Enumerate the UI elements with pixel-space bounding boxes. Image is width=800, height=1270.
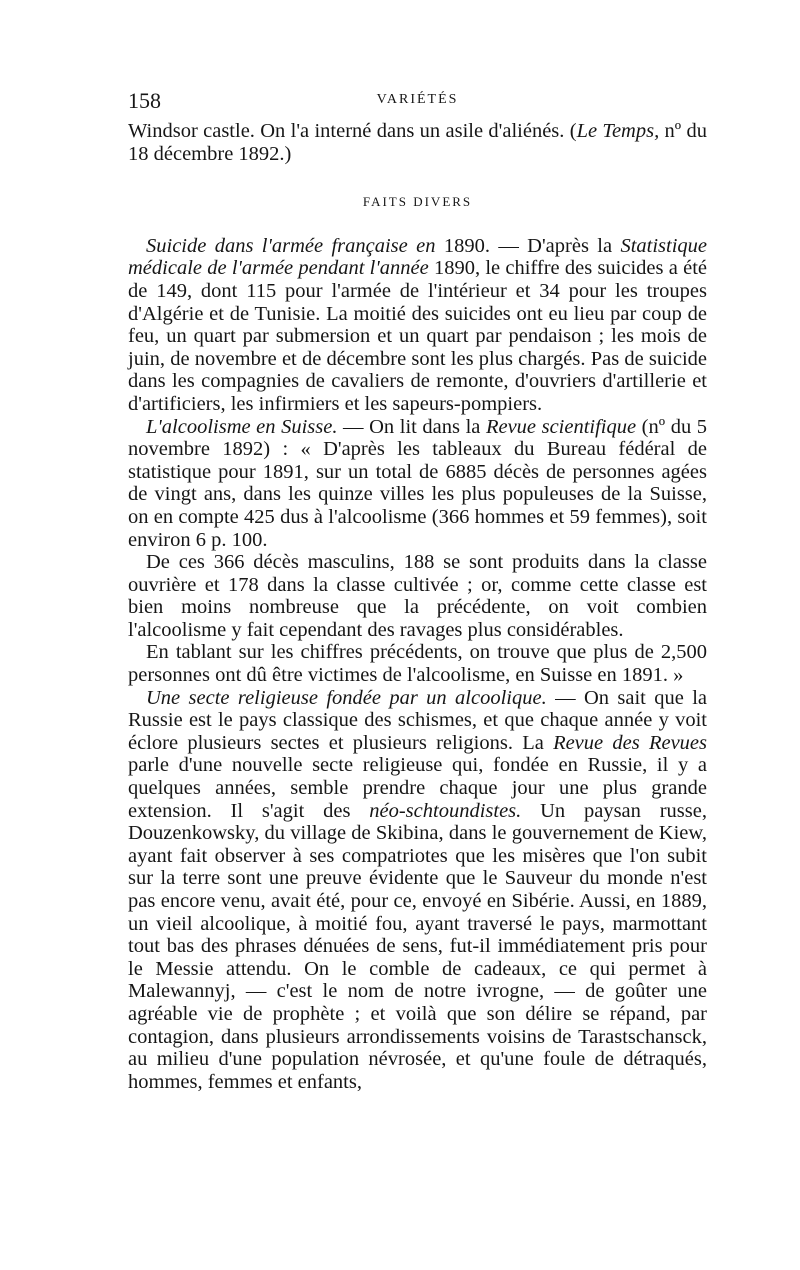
alcoolisme-paragraph: [128, 416, 707, 552]
suicide-source: Statistique médicale de l'armée pendant l'année: [128, 234, 707, 280]
alcoolisme-paragraph-3: En tablant sur les chiffres précédents, on trouve que plus de 2,500 personnes ont dû être victimes de l'alcoolisme, en Suisse en 1891. »: [128, 641, 707, 687]
secte-source: Revue des Revues: [553, 731, 707, 754]
suicide-text: 1890. — D'après la: [435, 234, 621, 257]
alcoolisme-paragraph-2: De ces 366 décès masculins, 188 se sont produits dans la classe ouvrière et 178 dans la classe cultivée ; or, comme cette classe est bien moins nombreuse que la précédente, on voit combien l'alcoolisme y fait cependant des ravages plus considérables.: [128, 551, 707, 641]
secte-text: — On sait que la Russie est le pays classique des schismes, et que chaque année y voit éclore plusieurs sectes et plusieurs religions. La: [128, 686, 707, 754]
continuation-paragraph: [128, 120, 707, 165]
alcoolisme-source: Revue scientifique: [485, 415, 637, 438]
alcoolisme-text: — On lit dans la: [337, 415, 486, 438]
source-citation: Le Temps,: [576, 120, 660, 142]
continuation-text-end: nº du 18 décembre 1892.): [128, 120, 707, 165]
continuation-text: Windsor castle. On l'a interné dans un asile d'aliénés. (: [128, 120, 577, 142]
alcoolisme-lead: L'alcoolisme en Suisse.: [146, 415, 338, 438]
alcoolisme-text-end: (nº du 5 novembre 1892) : « D'après les tableaux du Bureau fédéral de statistique pour 1891, sur un total de 6885 décès de personnes agées de vingt ans, dans les quinze villes les plus populeuses de la Suisse, on en compte 425 dus à l'alcoolisme (366 hommes et 59 femmes), soit environ 6 p. 100.: [128, 415, 708, 551]
suicide-lead: Suicide dans l'armée française en: [146, 234, 436, 257]
secte-text-2: parle d'une nouvelle secte religieuse qui, fondée en Russie, il y a quelques années, semble prendre chaque jour une plus grande extension. Il s'agit des: [128, 754, 707, 822]
section-heading: FAITS DIVERS: [362, 194, 473, 210]
suicide-paragraph: [128, 235, 707, 416]
secte-lead: Une secte religieuse fondée par un alcoolique.: [146, 686, 547, 709]
running-title: VARIÉTÉS: [376, 92, 459, 107]
running-head: [128, 88, 707, 120]
secte-paragraph: [128, 687, 707, 1094]
page-number: 158: [128, 88, 161, 113]
body-text: [128, 120, 707, 1093]
secte-text-3: Un paysan russe, Douzenkowsky, du village de Skibina, dans le gouvernement de Kiew, ayant fait observer à ses compatriotes que les misères que l'on subit sur la terre sont une preuve évidente que le Sauveur du monde n'est pas encore venu, avait été, pour ce, envoyé en Sibérie. Aussi, en 1889, un vieil alcoolique, à moitié fou, ayant traversé le pays, marmottant tout bas des phrases dénuées de sens, fut-il immédiatement pris pour le Messie attendu. On le comble de cadeaux, ce qui permet à Malewannyj, — c'est le nom de notre ivrogne, — de goûter une agréable vie de prophète ; et voilà que son délire se répand, par contagion, dans plusieurs arrondissements voisins de Tarastschansck, au milieu d'une population névrosée, et qu'une foule de détraqués, hommes, femmes et enfants,: [128, 799, 707, 1093]
secte-term: néo-schtoundistes.: [369, 799, 522, 822]
suicide-text-end: 1890, le chiffre des suicides a été de 149, dont 115 pour l'armée de l'intérieur et 34 pour les troupes d'Algérie et de Tunisie. La moitié des suicides ont eu lieu par coup de feu, un quart par submersion et un quart par pendaison ; les mois de juin, de novembre et de décembre sont les plus chargés. Pas de suicide dans les compagnies de cavaliers de remonte, d'ouvriers d'artillerie et d'artificiers, les infirmiers et les sapeurs-pompiers.: [128, 257, 707, 415]
